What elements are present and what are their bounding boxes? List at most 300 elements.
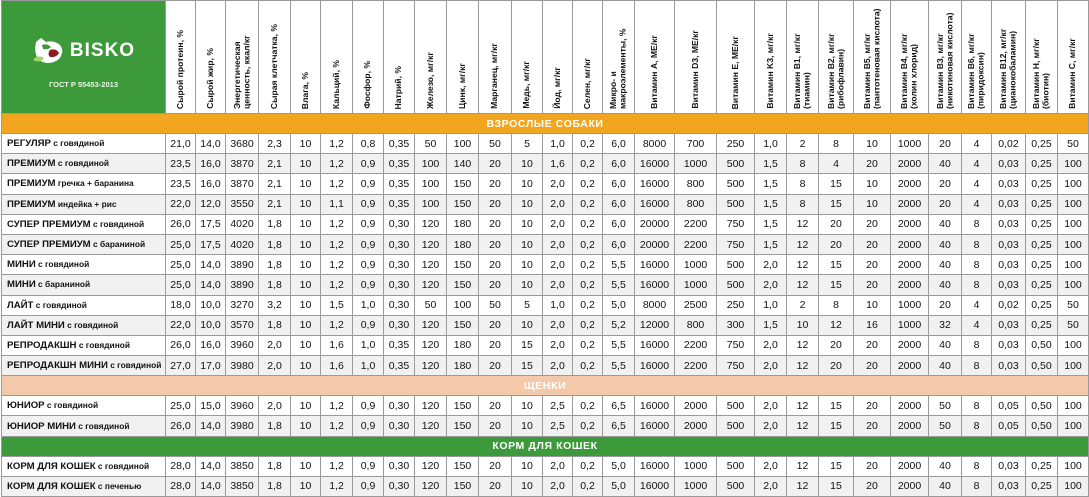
table-cell: 120 [415, 456, 447, 476]
table-cell: 2,0 [755, 396, 787, 416]
column-header [929, 1, 962, 114]
table-cell: 2,1 [259, 154, 291, 174]
table-cell: 20 [929, 134, 962, 154]
table-cell: 0,2 [573, 174, 603, 194]
header-row [2, 1, 1089, 114]
table-cell: 2000 [891, 456, 929, 476]
product-line: СУПЕР ПРЕМИУМ [7, 218, 91, 230]
table-cell: 8 [962, 396, 992, 416]
table-cell: 16000 [635, 174, 675, 194]
column-header-label: Витамин E, МЕ/кг [729, 35, 740, 109]
table-cell: 8 [962, 255, 992, 275]
column-header-label: Витамин A, МЕ/кг [648, 35, 659, 109]
column-header [291, 1, 321, 114]
table-cell: 0,03 [992, 214, 1026, 234]
gost-standard: ГОСТ Р 55453-2013 [48, 79, 118, 89]
table-cell: 1,2 [321, 275, 353, 295]
table-cell: 100 [1058, 356, 1089, 376]
column-header-label: Витамин B12, мг/кг (цианокобаламин) [998, 28, 1018, 109]
table-cell: 20 [479, 476, 512, 496]
column-header-label: Витамин D3, МЕ/кг [689, 30, 700, 109]
column-header [166, 1, 196, 114]
table-cell: 16000 [635, 194, 675, 214]
product-flavor: с говядиной [76, 339, 131, 350]
table-cell: 16000 [635, 476, 675, 496]
table-cell: 1,2 [321, 234, 353, 254]
table-row [2, 234, 1089, 254]
table-cell: 1,2 [321, 416, 353, 436]
table-cell: 3270 [226, 295, 259, 315]
table-cell: 14,0 [196, 255, 226, 275]
table-body [2, 114, 1089, 497]
column-header-label: Витамин K3, мг/кг [764, 33, 775, 109]
table-cell: 6,0 [603, 234, 635, 254]
product-name [2, 214, 166, 234]
table-cell: 18,0 [166, 295, 196, 315]
table-cell: 10 [512, 315, 543, 335]
table-cell: 12 [787, 456, 819, 476]
table-cell: 1,5 [755, 154, 787, 174]
table-row [2, 315, 1089, 335]
table-cell: 4 [819, 154, 854, 174]
table-cell: 25,0 [166, 396, 196, 416]
table-cell: 22,0 [166, 194, 196, 214]
table-cell: 10 [512, 275, 543, 295]
table-cell: 20 [479, 194, 512, 214]
table-cell: 20 [479, 456, 512, 476]
column-header [447, 1, 479, 114]
table-cell: 12000 [635, 315, 675, 335]
section-title: ВЗРОСЛЫЕ СОБАКИ [2, 114, 1089, 134]
table-cell: 10 [291, 315, 321, 335]
table-cell: 0,03 [992, 315, 1026, 335]
table-cell: 0,9 [353, 234, 384, 254]
table-cell: 40 [929, 214, 962, 234]
table-cell: 15 [819, 194, 854, 214]
table-cell: 1,5 [755, 315, 787, 335]
table-cell: 8000 [635, 134, 675, 154]
table-cell: 2000 [891, 416, 929, 436]
table-cell: 0,9 [353, 476, 384, 496]
product-flavor: с говядиной [33, 299, 87, 310]
table-cell: 5,5 [603, 255, 635, 275]
product-line: МИНИ [7, 279, 36, 291]
table-cell: 0,25 [1026, 154, 1058, 174]
table-cell: 20 [929, 174, 962, 194]
table-cell: 5,5 [603, 356, 635, 376]
table-cell: 300 [717, 315, 755, 335]
table-cell: 50 [1058, 315, 1089, 335]
table-cell: 20 [854, 416, 891, 436]
table-row [2, 134, 1089, 154]
table-cell: 6,5 [603, 396, 635, 416]
table-cell: 20 [819, 234, 854, 254]
column-header [512, 1, 543, 114]
table-cell: 100 [447, 295, 479, 315]
table-cell: 40 [929, 356, 962, 376]
table-cell: 2500 [675, 295, 717, 315]
column-header [415, 1, 447, 114]
table-cell: 10 [291, 134, 321, 154]
table-cell: 10 [291, 154, 321, 174]
table-cell: 15 [819, 275, 854, 295]
table-cell: 8 [962, 476, 992, 496]
table-cell: 20 [479, 335, 512, 355]
table-cell: 2,1 [259, 174, 291, 194]
table-cell: 10,0 [196, 315, 226, 335]
section-title: КОРМ ДЛЯ КОШЕК [2, 436, 1089, 456]
table-cell: 8000 [635, 295, 675, 315]
product-line: КОРМ ДЛЯ КОШЕК [7, 460, 96, 472]
table-cell: 100 [1058, 154, 1089, 174]
column-header-label: Марганец, мг/кг [489, 43, 500, 109]
table-cell: 1,8 [259, 275, 291, 295]
table-cell: 15 [819, 174, 854, 194]
table-cell: 10 [512, 456, 543, 476]
section-header [2, 114, 1089, 134]
product-line: ПРЕМИУМ [7, 158, 56, 170]
table-cell: 0,35 [384, 356, 415, 376]
table-cell: 1,8 [259, 234, 291, 254]
table-cell: 14,0 [196, 134, 226, 154]
table-cell: 3850 [226, 456, 259, 476]
table-cell: 2,0 [543, 234, 573, 254]
table-cell: 5,0 [603, 295, 635, 315]
table-cell: 6,0 [603, 154, 635, 174]
table-cell: 14,0 [196, 275, 226, 295]
product-name [2, 194, 166, 214]
table-cell: 0,2 [573, 234, 603, 254]
table-row [2, 476, 1089, 496]
table-cell: 20 [479, 154, 512, 174]
table-cell: 1,5 [755, 174, 787, 194]
table-cell: 100 [1058, 255, 1089, 275]
table-cell: 2000 [891, 255, 929, 275]
table-cell: 1,2 [321, 154, 353, 174]
table-cell: 2,0 [755, 356, 787, 376]
table-cell: 26,0 [166, 335, 196, 355]
table-cell: 100 [1058, 456, 1089, 476]
product-name [2, 255, 166, 275]
product-flavor: с говядиной [50, 138, 105, 149]
table-cell: 25,0 [166, 255, 196, 275]
table-cell: 0,30 [384, 275, 415, 295]
column-header-label: Медь, мг/кг [521, 61, 532, 109]
table-cell: 0,30 [384, 315, 415, 335]
table-cell: 2,0 [543, 194, 573, 214]
table-row [2, 416, 1089, 436]
table-cell: 10 [291, 456, 321, 476]
table-cell: 0,30 [384, 295, 415, 315]
column-header [819, 1, 854, 114]
table-cell: 120 [415, 315, 447, 335]
table-cell: 16,0 [196, 335, 226, 355]
table-cell: 3850 [226, 476, 259, 496]
table-cell: 10 [512, 154, 543, 174]
table-cell: 16000 [635, 396, 675, 416]
product-name [2, 315, 166, 335]
table-cell: 14,0 [196, 476, 226, 496]
table-cell: 2,0 [755, 275, 787, 295]
column-header-label: Сырой жир, % [204, 48, 215, 109]
table-cell: 1,5 [321, 295, 353, 315]
table-row [2, 335, 1089, 355]
column-header-label: Микро- и макроэлементы, % [608, 28, 628, 109]
product-line: МИНИ [7, 259, 36, 271]
table-cell: 0,50 [1026, 396, 1058, 416]
table-row [2, 356, 1089, 376]
column-header [1058, 1, 1089, 114]
column-header-label: Витамин H, мг/кг (биотин) [1031, 38, 1051, 109]
table-cell: 3980 [226, 356, 259, 376]
table-cell: 16000 [635, 154, 675, 174]
table-cell: 500 [717, 476, 755, 496]
table-cell: 15 [819, 456, 854, 476]
table-cell: 12 [787, 275, 819, 295]
section-header [2, 376, 1089, 396]
table-cell: 50 [415, 295, 447, 315]
table-cell: 1,8 [259, 255, 291, 275]
product-name [2, 456, 166, 476]
table-cell: 15 [819, 416, 854, 436]
product-name [2, 335, 166, 355]
table-cell: 10 [854, 174, 891, 194]
table-cell: 10,0 [196, 295, 226, 315]
table-cell: 3890 [226, 255, 259, 275]
table-cell: 3960 [226, 335, 259, 355]
table-cell: 20 [479, 255, 512, 275]
table-cell: 0,2 [573, 456, 603, 476]
column-header-label: Йод, мг/кг [551, 67, 562, 109]
table-cell: 150 [447, 174, 479, 194]
table-cell: 20000 [635, 214, 675, 234]
table-cell: 10 [291, 194, 321, 214]
nutrition-table [1, 0, 1089, 497]
table-cell: 250 [717, 134, 755, 154]
table-cell: 8 [962, 275, 992, 295]
column-header [854, 1, 891, 114]
table-cell: 500 [717, 174, 755, 194]
table-cell: 10 [291, 356, 321, 376]
product-line: ПРЕМИУМ [7, 198, 56, 210]
table-cell: 4 [962, 194, 992, 214]
column-header [321, 1, 353, 114]
table-cell: 100 [1058, 194, 1089, 214]
table-cell: 8 [787, 174, 819, 194]
table-cell: 40 [929, 335, 962, 355]
table-cell: 16,0 [196, 154, 226, 174]
column-header-label: Железо, мг/кг [424, 52, 435, 109]
table-cell: 10 [854, 134, 891, 154]
table-cell: 2 [787, 295, 819, 315]
section-title: ЩЕНКИ [2, 376, 1089, 396]
table-cell: 150 [447, 275, 479, 295]
column-header-label: Витамин B1, мг/кг (тиамин) [792, 33, 812, 109]
table-cell: 1,6 [543, 154, 573, 174]
table-cell: 0,9 [353, 315, 384, 335]
table-cell: 8 [787, 154, 819, 174]
table-cell: 8 [962, 456, 992, 476]
table-cell: 10 [787, 315, 819, 335]
column-header-label: Витамин C, мг/кг [1067, 38, 1078, 109]
table-cell: 500 [717, 154, 755, 174]
table-cell: 10 [854, 295, 891, 315]
table-cell: 750 [717, 335, 755, 355]
table-cell: 0,25 [1026, 214, 1058, 234]
table-cell: 140 [447, 154, 479, 174]
table-cell: 800 [675, 174, 717, 194]
table-cell: 1,2 [321, 134, 353, 154]
table-cell: 1000 [891, 315, 929, 335]
product-line: СУПЕР ПРЕМИУМ [7, 239, 91, 251]
table-cell: 100 [447, 134, 479, 154]
table-cell: 0,30 [384, 234, 415, 254]
table-cell: 1000 [675, 255, 717, 275]
product-line: ЛАЙТ [7, 299, 34, 311]
table-cell: 10 [291, 214, 321, 234]
table-cell: 100 [1058, 234, 1089, 254]
table-cell: 0,30 [384, 255, 415, 275]
table-cell: 50 [415, 134, 447, 154]
column-header-label: Кальций, % [330, 59, 341, 109]
table-cell: 0,2 [573, 416, 603, 436]
table-cell: 12 [787, 416, 819, 436]
table-cell: 0,30 [384, 456, 415, 476]
product-flavor: с говядиной [75, 420, 130, 431]
product-flavor: с говядиной [64, 319, 119, 330]
table-cell: 0,25 [1026, 174, 1058, 194]
table-cell: 150 [447, 476, 479, 496]
table-cell: 10 [291, 396, 321, 416]
table-cell: 14,0 [196, 416, 226, 436]
table-cell: 1,1 [321, 194, 353, 214]
table-cell: 2000 [891, 396, 929, 416]
table-cell: 0,03 [992, 194, 1026, 214]
table-cell: 2,0 [259, 356, 291, 376]
product-flavor: с печенью [95, 480, 142, 491]
table-cell: 3680 [226, 134, 259, 154]
table-cell: 5,5 [603, 275, 635, 295]
table-cell: 100 [1058, 396, 1089, 416]
product-flavor: с бараниной [35, 279, 91, 290]
table-cell: 0,8 [353, 134, 384, 154]
table-cell: 0,9 [353, 456, 384, 476]
column-header-label: Витамин B4, мг/кг (холин хлорид) [899, 33, 919, 109]
table-cell: 0,9 [353, 396, 384, 416]
table-cell: 700 [675, 134, 717, 154]
table-cell: 2200 [675, 335, 717, 355]
table-row [2, 174, 1089, 194]
table-cell: 0,9 [353, 194, 384, 214]
table-cell: 4020 [226, 234, 259, 254]
table-cell: 1000 [675, 476, 717, 496]
table-cell: 15 [819, 255, 854, 275]
table-cell: 10 [291, 174, 321, 194]
table-cell: 20 [479, 396, 512, 416]
table-cell: 0,25 [1026, 194, 1058, 214]
column-header [891, 1, 929, 114]
table-cell: 1,0 [755, 295, 787, 315]
table-cell: 1000 [675, 275, 717, 295]
product-line: ЮНИОР МИНИ [7, 420, 76, 432]
table-cell: 16,0 [196, 174, 226, 194]
table-cell: 0,30 [384, 396, 415, 416]
table-cell: 20 [479, 214, 512, 234]
table-cell: 6,0 [603, 134, 635, 154]
table-cell: 12 [787, 255, 819, 275]
table-cell: 8 [962, 356, 992, 376]
table-cell: 12 [787, 234, 819, 254]
table-cell: 1,2 [321, 214, 353, 234]
table-cell: 3960 [226, 396, 259, 416]
product-line: РЕПРОДАКШН [7, 339, 77, 351]
table-cell: 16000 [635, 275, 675, 295]
table-cell: 100 [1058, 275, 1089, 295]
table-cell: 0,35 [384, 194, 415, 214]
table-cell: 180 [447, 356, 479, 376]
table-cell: 2000 [891, 356, 929, 376]
table-cell: 15 [512, 335, 543, 355]
table-cell: 3980 [226, 416, 259, 436]
table-cell: 20 [854, 275, 891, 295]
table-cell: 100 [1058, 335, 1089, 355]
table-cell: 100 [415, 154, 447, 174]
table-cell: 1,8 [259, 214, 291, 234]
table-cell: 10 [512, 234, 543, 254]
product-line: ЮНИОР [7, 400, 45, 412]
table-cell: 1,2 [321, 396, 353, 416]
table-cell: 20 [854, 214, 891, 234]
table-cell: 8 [787, 194, 819, 214]
table-cell: 15,0 [196, 396, 226, 416]
table-cell: 12,0 [196, 194, 226, 214]
table-cell: 20 [479, 234, 512, 254]
table-cell: 120 [415, 396, 447, 416]
table-cell: 2000 [891, 275, 929, 295]
table-cell: 0,2 [573, 255, 603, 275]
table-cell: 2000 [891, 194, 929, 214]
column-header [603, 1, 635, 114]
table-cell: 8 [819, 134, 854, 154]
table-cell: 40 [929, 255, 962, 275]
product-name [2, 134, 166, 154]
table-cell: 0,25 [1026, 295, 1058, 315]
table-cell: 1000 [675, 154, 717, 174]
product-flavor: с говядиной [55, 158, 110, 169]
brand-name: BISKO [69, 39, 136, 61]
table-row [2, 396, 1089, 416]
table-cell: 0,50 [1026, 416, 1058, 436]
table-cell: 500 [717, 255, 755, 275]
table-cell: 5,2 [603, 315, 635, 335]
table-cell: 25,0 [166, 234, 196, 254]
table-cell: 10 [291, 234, 321, 254]
table-cell: 5,0 [603, 476, 635, 496]
table-cell: 50 [929, 396, 962, 416]
table-cell: 2,5 [543, 396, 573, 416]
column-header-label: Влага, % [299, 71, 310, 109]
table-cell: 1,5 [755, 214, 787, 234]
table-cell: 50 [479, 295, 512, 315]
table-cell: 16000 [635, 416, 675, 436]
table-cell: 2000 [891, 335, 929, 355]
table-cell: 2200 [675, 214, 717, 234]
table-cell: 1,8 [259, 416, 291, 436]
table-cell: 40 [929, 154, 962, 174]
table-cell: 0,02 [992, 295, 1026, 315]
table-cell: 180 [447, 234, 479, 254]
table-cell: 150 [447, 194, 479, 214]
